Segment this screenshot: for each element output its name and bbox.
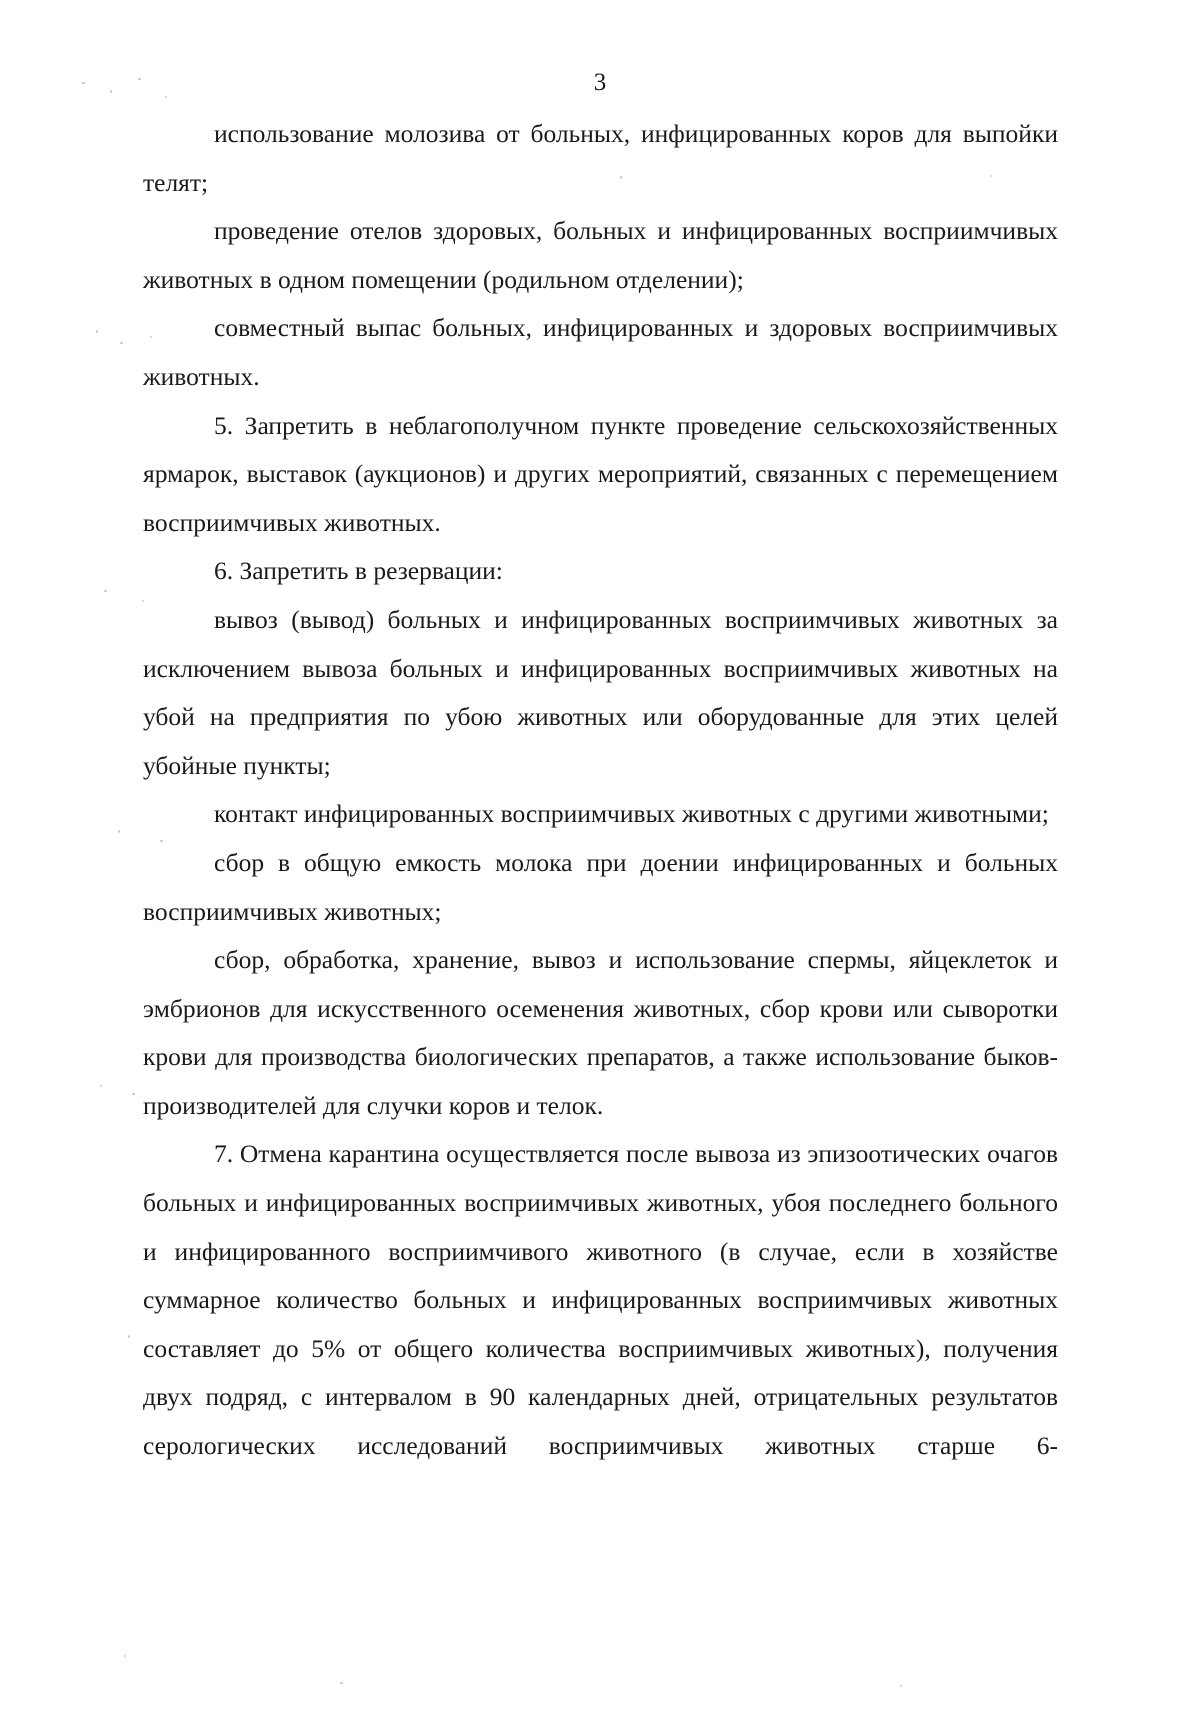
paragraph-colostrum: использование молозива от больных, инфицированных коров для выпойки телят; — [143, 119, 1058, 197]
paragraph-item-6-heading: 6. Запретить в резервации: — [214, 556, 503, 586]
page-number: 3 — [593, 69, 607, 96]
paragraph-grazing: совместный выпас больных, инфицированных и здоровых восприимчивых животных. — [143, 313, 1058, 391]
paragraph-removal: вывоз (вывод) больных и инфицированных восприимчивых животных за исключением вывоза больных и инфицированных восприимчивых животных на убой на предприятия по убою животных или оборудованные для этих целей убойные пункты; — [143, 604, 1058, 780]
paragraph-contact: контакт инфицированных восприимчивых животных с другими животными; — [214, 799, 1049, 829]
paragraph-milk-collection: сбор в общую емкость молока при доении инфицированных и больных восприимчивых животных; — [143, 847, 1058, 926]
paragraph-item-7: 7. Отмена карантина осуществляется после вывоза из эпизоотических очагов больных и инфицированных восприимчивых животных, убоя последнего больного и инфицированного восприимчивого животного (в случае, если в хозяйстве суммарное количество больных и инфицированных восприимчивых животных составляет до 5% от общего количества восприимчивых животных), получения двух подряд, с интервалом в 90 календарных дней, отрицательных результатов серологических исследований восприимчивых животных старше 6- — [143, 1139, 1058, 1461]
paragraph-item-5: 5. Запретить в неблагополучном пункте проведение сельскохозяйственных ярмарок, выставок (аукционов) и других мероприятий, связанных с перемещением восприимчивых животных. — [143, 410, 1058, 537]
paragraph-calving: проведение отелов здоровых, больных и инфицированных восприимчивых животных в одном помещении (родильном отделении); — [143, 216, 1058, 294]
document-body — [143, 110, 1058, 1471]
paragraph-semen: сбор, обработка, хранение, вывоз и использование спермы, яйцеклеток и эмбрионов для искусственного осеменения животных, сбор крови или сыворотки крови для производства биологических препаратов, а также использование быков-производителей для случки коров и телок. — [143, 945, 1058, 1120]
